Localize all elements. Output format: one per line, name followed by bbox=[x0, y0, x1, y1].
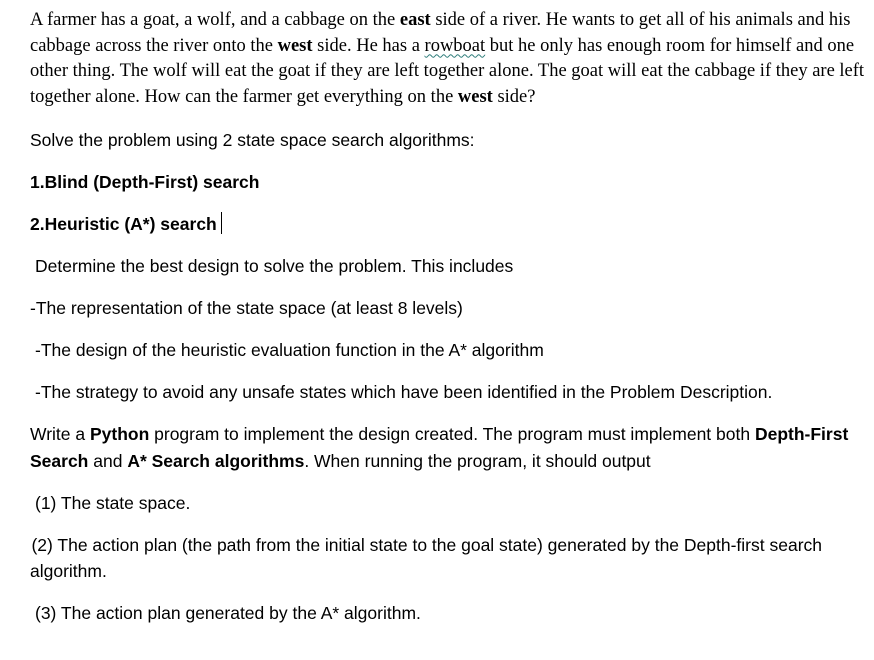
program-text-4: . When running the program, it should output bbox=[304, 450, 651, 471]
problem-text-1: A farmer has a goat, a wolf, and a cabbage on the bbox=[30, 10, 400, 30]
west-bold-1: west bbox=[277, 35, 313, 56]
algorithm-label-1: 1.Blind (Depth-First) search bbox=[30, 172, 260, 192]
design-item-1: -The representation of the state space (at least 8 levels) bbox=[30, 298, 463, 318]
rowboat-spellcheck-word[interactable]: rowboat bbox=[424, 35, 486, 56]
design-intro: Determine the best design to solve the problem. This includes bbox=[35, 256, 514, 276]
output-item-2-text: (2) The action plan (the path from the initial state to the goal state) generated by the Depth-first search algorithm. bbox=[30, 534, 823, 581]
problem-text-3: side. He has a bbox=[312, 35, 425, 56]
algorithm-item-1 bbox=[30, 169, 866, 196]
problem-paragraph bbox=[30, 8, 866, 110]
program-paragraph bbox=[30, 421, 866, 474]
algorithm-label-2: 2.Heuristic (A*) search bbox=[30, 214, 217, 234]
design-item-3: -The strategy to avoid any unsafe states which have been identified in the Problem Description. bbox=[35, 382, 773, 402]
problem-text-5: side? bbox=[492, 86, 536, 107]
program-text-1: Write a bbox=[30, 424, 90, 444]
python-bold: Python bbox=[89, 424, 150, 444]
program-text-3: and bbox=[88, 450, 128, 471]
document-body bbox=[30, 8, 866, 642]
west-bold-2: west bbox=[457, 86, 493, 107]
problem-text-2: side of a river. He wants to get all of his animals and his cabbage across the river onto the bbox=[30, 10, 851, 56]
algorithm-item-2 bbox=[30, 211, 866, 238]
problem-text-4: but he only has enough room for himself and one other thing. The wolf will eat the goat if they are left together alone. The goat will eat the cabbage if they are left together alone. How can the farmer get everything on the bbox=[30, 35, 865, 107]
output-item-3: (3) The action plan generated by the A* algorithm. bbox=[35, 603, 421, 623]
astar-bold: A* Search algorithms bbox=[127, 450, 305, 471]
text-cursor bbox=[221, 212, 222, 234]
solve-intro: Solve the problem using 2 state space search algorithms: bbox=[30, 130, 475, 150]
dfs-bold: Depth-First Search bbox=[30, 424, 849, 471]
output-item-1: (1) The state space. bbox=[35, 492, 191, 513]
program-text-2: program to implement the design created. The program must implement both bbox=[149, 424, 755, 444]
design-item-2: -The design of the heuristic evaluation function in the A* algorithm bbox=[35, 340, 544, 360]
output-item-2 bbox=[30, 532, 866, 585]
east-bold: east bbox=[399, 10, 431, 30]
